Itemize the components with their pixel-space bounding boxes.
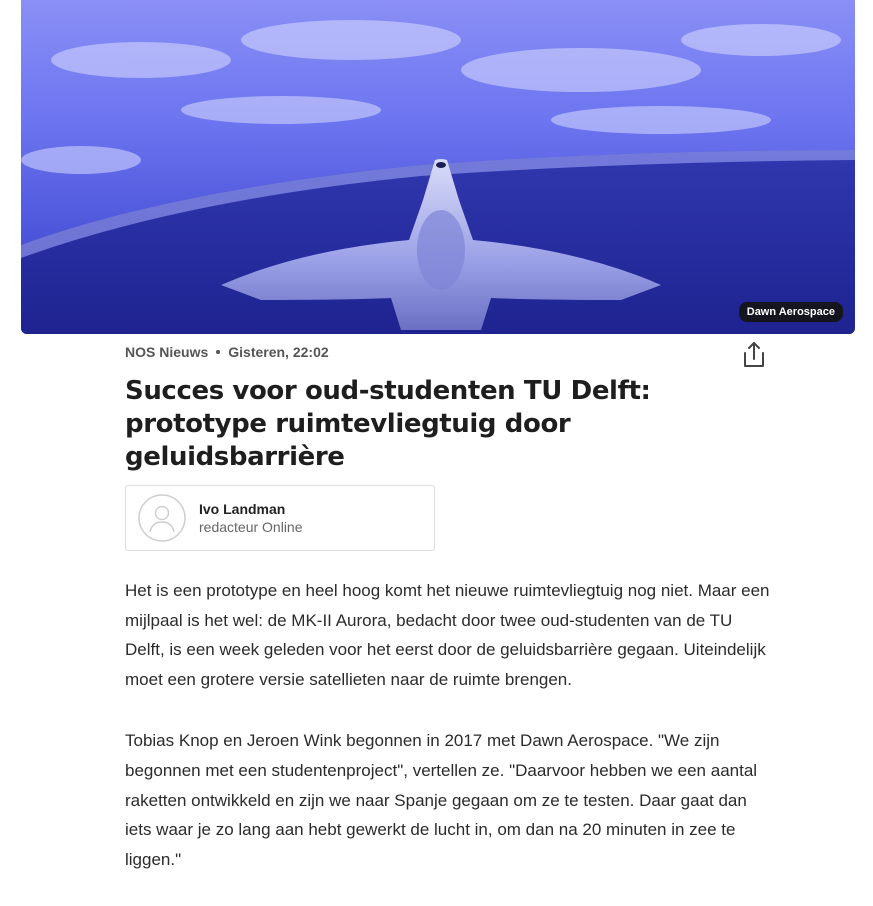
hero-image	[21, 0, 855, 334]
author-name: Ivo Landman	[199, 501, 286, 517]
hero-photo	[21, 0, 855, 334]
publish-time: Gisteren, 22:02	[228, 344, 329, 360]
author-info	[199, 500, 303, 536]
author-role: redacteur Online	[199, 519, 303, 535]
paragraph: Het is een prototype en heel hoog komt het nieuwe ruimtevliegtuig nog niet. Maar een mijlpaal is het wel: de MK-II Aurora, bedacht door twee oud-studenten van de TU Delft, is een week geleden voor het eerst door de geluidsbarrière gegaan. Uiteindelijk moet een grotere versie satellieten naar de ruimte brengen.	[125, 581, 770, 689]
article-meta	[125, 344, 329, 360]
separator-dot	[216, 350, 220, 354]
article-body	[125, 576, 775, 906]
user-avatar-icon	[138, 494, 186, 542]
article-title: Succes voor oud-studenten TU Delft: prototype ruimtevliegtuig door geluidsbarrière	[125, 376, 651, 472]
share-icon	[740, 340, 768, 370]
news-source: NOS Nieuws	[125, 344, 209, 360]
author-card[interactable]	[125, 485, 435, 551]
paragraph: Tobias Knop en Jeroen Wink begonnen in 2017 met Dawn Aerospace. "We zijn begonnen met een studentenproject", vertellen ze. "Daarvoor hebben we een aantal raketten ontwikkeld en zijn we naar Spanje gegaan om ze te testen. Daar gaat dan iets waar je zo lang aan hebt gewerkt de lucht in, om dan na 20 minuten in zee te liggen."	[125, 731, 758, 869]
photo-credit: Dawn Aerospace	[739, 302, 843, 322]
share-button[interactable]	[740, 340, 768, 370]
